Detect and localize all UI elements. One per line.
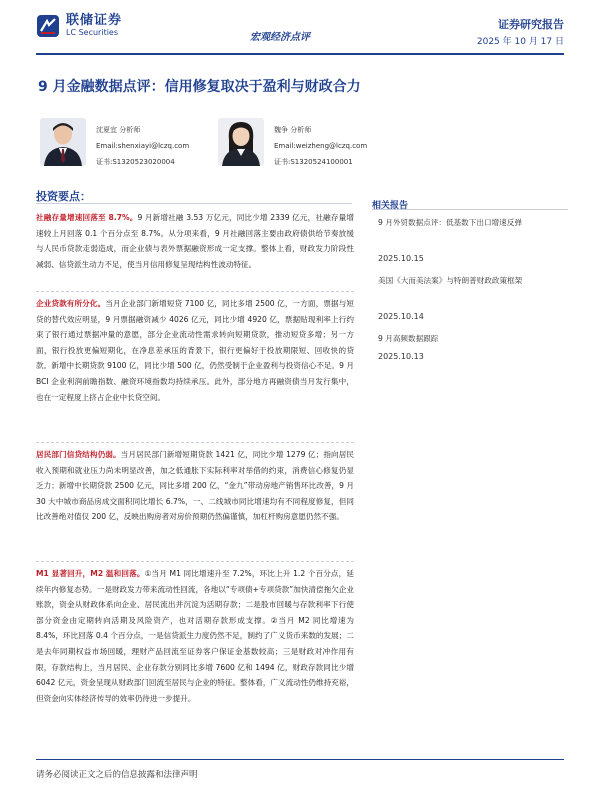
related-report-link[interactable]: 9 月高频数据跟踪 xyxy=(378,334,439,343)
footer-divider xyxy=(36,759,564,760)
logo-mark-icon xyxy=(36,14,60,38)
analyst-cert: 证书:S1320523020004 xyxy=(96,158,175,166)
summary-paragraph xyxy=(36,296,354,405)
brand-logo xyxy=(36,14,122,38)
analyst-name: 沈夏宜 分析师 xyxy=(96,126,141,134)
report-title: 9 月金融数据点评：信用修复取决于盈利与财政合力 xyxy=(38,79,361,95)
analyst-photo xyxy=(218,118,264,166)
paragraph-divider xyxy=(36,291,354,292)
analyst-name: 魏争 分析师 xyxy=(274,126,312,134)
logo-name-cn: 联储证券 xyxy=(66,13,123,28)
analyst-cert: 证书:S1320524100001 xyxy=(274,158,353,166)
summary-paragraph xyxy=(36,566,354,706)
summary-heading xyxy=(36,185,352,204)
related-report-date: 2025.10.15 xyxy=(378,254,424,263)
related-report-date: 2025.10.14 xyxy=(378,312,424,321)
summary-paragraph xyxy=(36,210,354,272)
paragraph-body: 当月企业部门新增短贷 7100 亿，同比多增 2500 亿，一方面，票据与短贷的替代效应明显，9 月票据融资减少 4026 亿元，同比少增 4920 亿，票据贴现利率上行约束了银行通过票据冲量的意愿，部分企业流动性需求转向短期贷款，推动短贷多增；另一方面，银行投放更偏短期化，在净息差承压的背景下，银行更偏好于投放期限短、回收快的贷款。新增中长期贷款 9100 亿，同比少增 500 亿，仍然受制于企业盈利与投资信心不足。9 月 BCI 企业利润前瞻指数、融资环境指数均持续承压。此外，部分地方再融资债当月发行集中，也在一定程度上挤占企业中长贷空间。 xyxy=(36,299,355,402)
disclaimer-note: 请务必阅读正文之后的信息披露和法律声明 xyxy=(36,770,198,780)
paragraph-divider xyxy=(36,442,354,443)
related-report-link[interactable]: 9 月外贸数据点评：低基数下出口增速反弹 xyxy=(378,218,522,227)
related-report-link[interactable]: 美国《大而美法案》与特朗普财政政策框架 xyxy=(378,276,523,285)
header-divider xyxy=(36,53,564,55)
analyst-email[interactable]: Email:shenxiayi@lczq.com xyxy=(96,142,190,150)
report-header xyxy=(0,0,600,56)
paragraph-body: 9 月新增社融 3.53 万亿元，同比少增 2339 亿元，社融存量增速较上月回落 0.1 个百分点至 8.7%。从分项来看，9 月社融回落主要由政府债供给节奏放缓与人民币贷款走弱造成，而企业债与表外票据融资形成一定支撑。整体上看，财政发力阶段性减弱、信贷派生动力不足，使当月信用修复呈现结构性波动特征。 xyxy=(36,213,354,269)
report-type-label: 宏观经济点评 xyxy=(250,32,310,43)
related-reports-heading xyxy=(372,193,568,210)
report-kind-label: 证券研究报告 xyxy=(498,18,564,31)
paragraph-lead: 社融存量增速回落至 8.7%。 xyxy=(36,213,138,222)
paragraph-lead: 居民部门信贷结构仍弱。 xyxy=(36,450,121,459)
related-report-date: 2025.10.13 xyxy=(378,352,424,361)
summary-paragraph xyxy=(36,447,354,525)
paragraph-body: 当月居民部门新增短期贷款 1421 亿，同比少增 1279 亿；指向居民收入预期和就业压力尚未明显改善，加之低通胀下实际利率对举借的约束，消费信心修复仍显乏力；新增中长期贷款 2500 亿元，同比多增 200 亿，“金九”带动房地产销售环比改善，9 月 30 大中城市商品房成交面积同比增长 6.7%，一、二线城市同比增速均有不同程度修复，但同比改善绝对值仅 200 亿，反映出购房者对房价预期仍然偏谨慎，加杠杆购房意愿仍然不强。 xyxy=(36,450,355,522)
related-reports-label: 相关报告 xyxy=(372,201,409,211)
report-date: 2025 年 10 月 17 日 xyxy=(476,37,564,47)
summary-heading-label: 投资要点： xyxy=(36,190,91,203)
paragraph-lead: 企业贷款有所分化。 xyxy=(36,299,106,308)
paragraph-body: ①当月 M1 同比增速升至 7.2%，环比上升 1.2 个百分点，延续年内修复态势。一是财政发力带来流动性回流，各地以“专项债+专项贷款”加快清偿拖欠企业账款，资金从财政体系向企业、居民流出并沉淀为活期存款；二是股市回暖与存款利率下行使部分资金由定期转向活期及风险资产，也对活期存款形成支撑。②当月 M2 同比增速为 8.4%，环比回落 0.4 个百分点，一是信贷派生力度仍然不足，制约了广义货币来数的发展；二是去年同期权益市场回暖，理财产品回流至证券客户保证金基数较高；三是财政对冲作用有限，存款结构上，当月居民、企业存款分别同比多增 7600 亿和 1494 亿，财政存款同比少增 6042 亿元，资金呈现从财政部门回流至居民与企业的特征。整体看，广义流动性仍维持充裕，但资金向实体经济传导的效率仍待进一步提升。 xyxy=(36,569,354,703)
paragraph-lead: M1 显著回升，M2 温和回落。 xyxy=(36,569,145,578)
logo-name-en: LC Securities xyxy=(66,28,119,37)
analyst-photo xyxy=(40,118,86,166)
analyst-email[interactable]: Email:weizheng@lczq.com xyxy=(274,142,368,150)
paragraph-divider xyxy=(36,561,354,562)
